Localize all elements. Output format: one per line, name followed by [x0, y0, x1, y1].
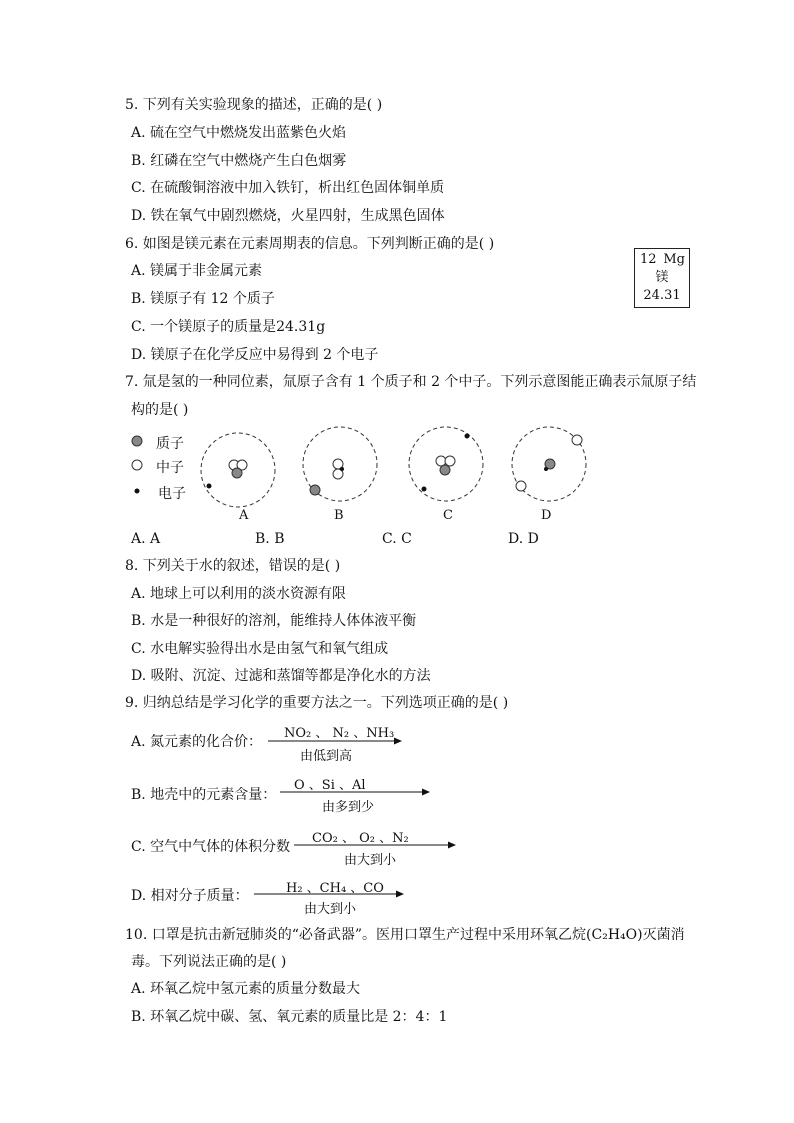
element-name: 镁	[655, 270, 669, 285]
q8-option-b: B. 水是一种很好的溶剂，能维持人体体液平衡	[131, 613, 417, 629]
q7-stem-line1: 7. 氚是氢的一种同位素，氚原子含有 1 个质子和 2 个中子。下列示意图能正确表示氚原子结	[125, 374, 697, 390]
q7-choice-c: C. C	[382, 531, 412, 547]
legend-electron-label: 电子	[158, 486, 186, 502]
q5-option-d: D. 铁在氧气中剧烈燃烧，火星四射，生成黑色固体	[131, 208, 445, 224]
legend-electron-icon	[135, 489, 140, 494]
q9-option-c-label: C. 空气中气体的体积分数	[131, 839, 291, 855]
q7-stem-line2: 构的是( )	[131, 402, 189, 418]
q9-stem: 9. 归纳总结是学习化学的重要方法之一。下列选项正确的是( )	[125, 695, 509, 711]
q9-option-a-order: 由低到高	[300, 749, 353, 764]
q5-option-c: C. 在硫酸铜溶液中加入铁钉，析出红色固体铜单质	[131, 180, 445, 196]
q9-option-c-order: 由大到小	[344, 853, 397, 868]
q9-option-a-label: A. 氮元素的化合价：	[131, 734, 263, 750]
diagram-label-c: C	[443, 508, 453, 523]
q7-choice-d: D. D	[508, 531, 539, 547]
q9-option-b-sequence: O 、Si 、Al	[294, 778, 366, 793]
diagram-label-b: B	[334, 508, 344, 523]
q7-choice-b: B. B	[255, 531, 285, 547]
q10-stem-line2: 毒。下列说法正确的是( )	[131, 954, 287, 970]
diagram-label-d: D	[541, 508, 552, 523]
q9-arrows	[254, 738, 456, 898]
atom-diagram-c	[409, 427, 483, 501]
q10-option-b: B. 环氧乙烷中碳、氢、氧元素的质量比是 2：4：1	[131, 1009, 448, 1025]
q8-option-d: D. 吸附、沉淀、过滤和蒸馏等都是净化水的方法	[131, 668, 431, 684]
q6-option-a: A. 镁属于非金属元素	[131, 263, 263, 279]
q6-stem: 6. 如图是镁元素在元素周期表的信息。下列判断正确的是( )	[125, 236, 495, 252]
q9-option-d-order: 由大到小	[304, 902, 357, 917]
q5-option-a: A. 硫在空气中燃烧发出蓝紫色火焰	[131, 125, 347, 141]
q9-option-d-sequence: H₂ 、CH₄ 、CO	[286, 881, 384, 896]
atom-diagram-d	[512, 427, 586, 501]
q9-option-d-label: D. 相对分子质量：	[131, 888, 249, 904]
q10-stem-line1: 10. 口罩是抗击新冠肺炎的“必备武器”。医用口罩生产过程中采用环氧乙烷(C₂H₄O)灭菌消	[125, 927, 685, 943]
legend-proton-icon	[132, 436, 142, 446]
atom-diagram-b	[303, 427, 377, 501]
atomic-number: 12	[640, 252, 657, 267]
q9-option-b-label: B. 地壳中的元素含量：	[131, 787, 277, 803]
q6-option-b: B. 镁原子有 12 个质子	[131, 291, 275, 307]
q5-option-b: B. 红磷在空气中燃烧产生白色烟雾	[131, 153, 347, 169]
atomic-mass: 24.31	[643, 288, 681, 303]
atom-diagram-a	[201, 433, 275, 507]
q8-stem: 8. 下列关于水的叙述，错误的是( )	[125, 558, 341, 574]
q6-option-d: D. 镁原子在化学反应中易得到 2 个电子	[131, 347, 379, 363]
q10-option-a: A. 环氧乙烷中氢元素的质量分数最大	[131, 981, 361, 997]
legend-neutron-label: 中子	[156, 460, 184, 476]
q9-option-c-sequence: CO₂ 、 O₂ 、N₂	[312, 831, 409, 846]
q7-choice-a: A. A	[131, 531, 161, 547]
q5-stem: 5. 下列有关实验现象的描述，正确的是( )	[125, 97, 383, 113]
legend-neutron-icon	[132, 460, 142, 470]
q6-option-c: C. 一个镁原子的质量是24.31g	[131, 319, 326, 335]
q9-option-b-order: 由多到少	[322, 800, 375, 815]
diagram-label-a: A	[239, 508, 249, 523]
q8-option-c: C. 水电解实验得出水是由氢气和氧气组成	[131, 641, 389, 657]
q9-option-a-sequence: NO₂ 、 N₂ 、NH₃	[284, 726, 395, 741]
q8-option-a: A. 地球上可以利用的淡水资源有限	[131, 586, 347, 602]
legend-proton-label: 质子	[156, 436, 184, 452]
element-symbol: Mg	[663, 252, 685, 267]
